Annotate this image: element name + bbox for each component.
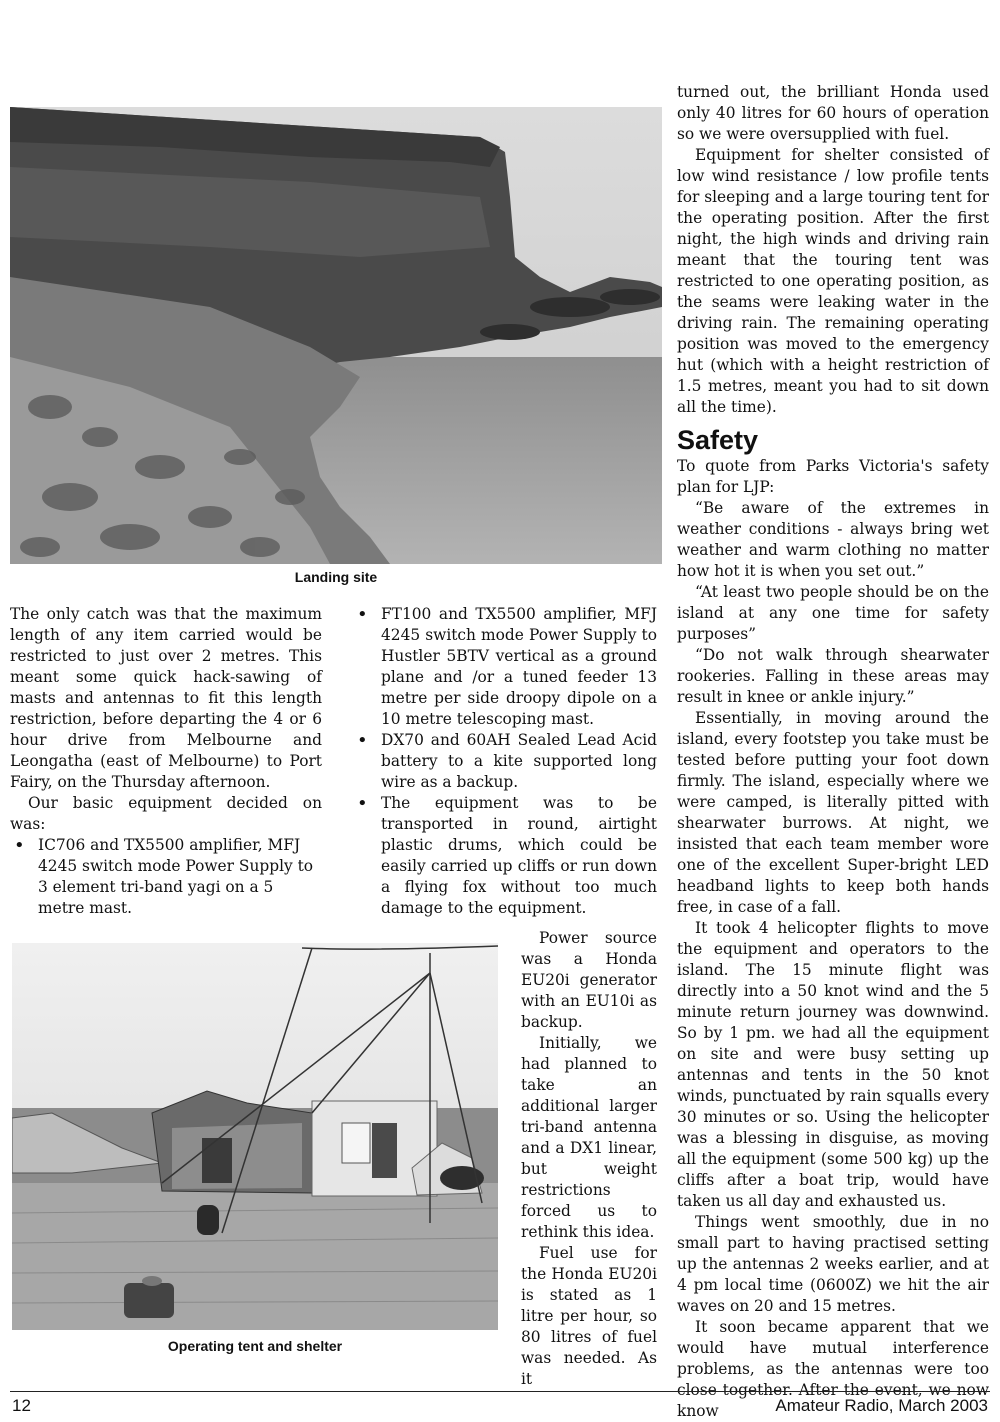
paragraph: Essentially, in moving around the island, every footstep you take must be tested before putting your foot down firmly. The island, especially where we were camped, is literally pitted with shearwater burrows. At night, we insisted that each team member wore one of the excellent Super-bright LED headband lights to keep both hands free, in case of a fall. [677, 709, 989, 916]
bullet-item [353, 604, 657, 730]
paragraph: turned out, the brilliant Honda used only 40 litres for 60 hours of operation so we were oversupplied with fuel. [677, 83, 989, 143]
paragraph: Fuel use for the Honda EU20i is stated as 1 litre per hour, so 80 litres of fuel was needed. As it [521, 1244, 657, 1388]
bullet-text: • IC706 and TX5500 amplifier, MFJ 4245 switch mode Power Supply to 3 element tri-band yagi on a 5 metre mast. [38, 836, 314, 917]
paragraph: “Do not walk through shearwater rookeries. Falling in these areas may result in knee or ankle injury.” [677, 646, 989, 706]
paragraph: Our basic equipment decided on was: [10, 794, 322, 833]
column-2-bullets [353, 604, 657, 919]
landing-site-caption: Landing site [294, 569, 378, 585]
paragraph: Power source was a Honda EU20i generator with an EU10i as backup. [521, 929, 657, 1031]
bullet-item [10, 835, 322, 919]
page-number: 12 [12, 1396, 31, 1415]
paragraph: To quote from Parks Victoria's safety plan for LJP: [677, 457, 989, 496]
paragraph: It took 4 helicopter flights to move the equipment and operators to the island. The 15 minute flight was directly into a 50 knot wind and the 5 minute return journey was downwind. So by 1 pm. we had all the equipment on site and were busy setting up antennas and tents in the 50 knot winds, punctuated by rain squalls every 30 minutes or so. Using the helicopter was a blessing in disguise, as moving all the equipment (some 500 kg) up the cliffs after a boat trip, would have taken us all day and exhausted us. [677, 919, 989, 1210]
operating-tent-photo [12, 943, 498, 1330]
footer-rule [10, 1391, 990, 1392]
column-3 [677, 82, 989, 1422]
bullet-text: • FT100 and TX5500 amplifier, MFJ 4245 switch mode Power Supply to Hustler 5BTV vertical as a ground plane and /or a tuned feeder 13 metre per side droopy dipole on a 10 metre telescoping mast. [381, 605, 657, 728]
column-2-text [521, 928, 657, 1390]
paragraph: Equipment for shelter consisted of low wind resistance / low profile tents for sleeping and a large touring tent for the operating position. After the first night, the high winds and driving rain meant that the touring tent was restricted to one operating position, as the seams were leaking water in the driving rain. The remaining operating position was moved to the emergency hut (which with a height restriction of 1.5 metres, meant you had to sit down all the time). [677, 146, 989, 416]
paragraph: Things went smoothly, due in no small part to having practised setting up the antennas 2 weeks earlier, and at 4 pm local time (0600Z) we hit the air waves on 20 and 15 metres. [677, 1213, 989, 1315]
paragraph: “At least two people should be on the island at any one time for safety purposes” [677, 583, 989, 643]
bullet-text: • The equipment was to be transported in round, airtight plastic drums, which could be easily carried up cliffs or run down a flying fox without too much damage to the equipment. [381, 794, 657, 917]
section-heading: Safety [677, 425, 759, 455]
paragraph: Initially, we had planned to take an additional larger tri-band antenna and a DX1 linear, but weight restrictions forced us to rethink this idea. [521, 1034, 657, 1241]
bullet-item [353, 730, 657, 793]
bullet-text: • DX70 and 60AH Sealed Lead Acid battery to a kite supported long wire as a backup. [381, 731, 657, 791]
publication-name: Amateur Radio, March 2003 [775, 1396, 988, 1415]
landing-site-photo [10, 107, 662, 564]
bullet-item [353, 793, 657, 919]
paragraph: “Be aware of the extremes in weather conditions - always bring wet weather and warm clothing no matter how hot it is when you set out.” [677, 499, 989, 580]
operating-tent-caption: Operating tent and shelter [167, 1338, 343, 1354]
paragraph: It soon became apparent that we would have mutual interference problems, as the antennas were too close together. After the event, we now know [677, 1318, 989, 1420]
column-1 [10, 604, 322, 919]
paragraph: The only catch was that the maximum length of any item carried would be restricted to just over 2 metres. This meant some quick hack-sawing of masts and antennas to fit this length restriction, before departing the 4 or 6 hour drive from Melbourne and Leongatha (east of Melbourne) to Port Fairy, on the Thursday afternoon. [10, 605, 322, 791]
